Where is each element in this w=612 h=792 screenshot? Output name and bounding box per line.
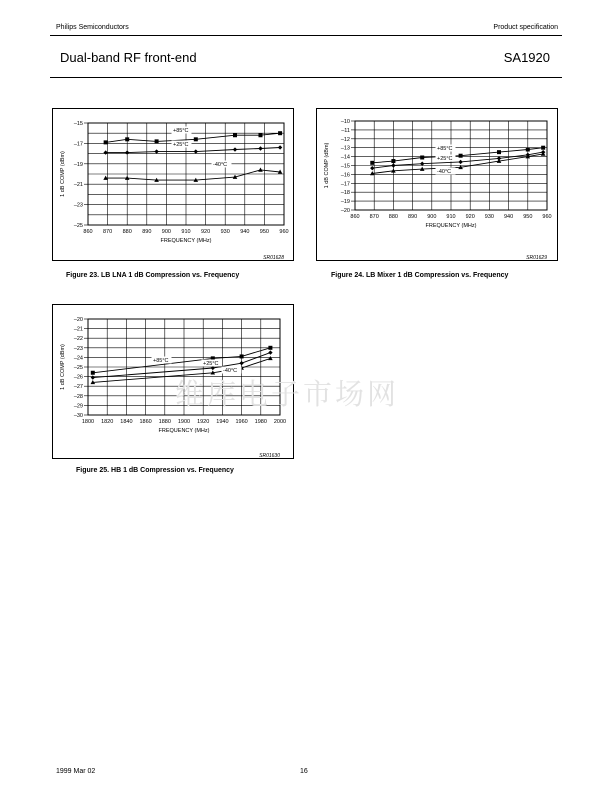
x-tick-label: 1880 <box>158 419 171 425</box>
data-point-square <box>233 133 237 137</box>
y-axis-label: 1 dB COMP (dBm) <box>60 151 66 197</box>
x-tick-label: 950 <box>259 229 269 235</box>
document-title: Dual-band RF front-end <box>60 50 197 65</box>
data-point-square <box>194 137 198 141</box>
y-tick-label: –23 <box>73 202 83 209</box>
footer-page-number: 16 <box>300 768 308 775</box>
y-tick-label: –28 <box>73 393 83 400</box>
data-point-diamond <box>125 150 129 154</box>
y-tick-label: –15 <box>340 163 350 170</box>
data-point-diamond <box>458 160 462 164</box>
chart-lb-mixer-plot <box>317 109 559 262</box>
y-tick-label: –17 <box>73 141 83 148</box>
data-point-square <box>541 146 545 150</box>
y-tick-label: –20 <box>73 317 83 323</box>
data-point-square <box>370 161 374 165</box>
data-point-square <box>268 346 272 350</box>
data-point-square <box>459 154 463 158</box>
data-point-square <box>278 131 282 135</box>
chart-lb-lna-plot <box>53 109 295 262</box>
y-tick-label: –27 <box>73 384 83 391</box>
x-tick-label: 920 <box>465 214 475 220</box>
x-tick-label: 860 <box>83 229 93 235</box>
y-axis-label: 1 dB COMP (dBm) <box>324 142 330 189</box>
series-line <box>106 148 281 153</box>
data-point-diamond <box>370 166 374 170</box>
x-axis-label: FREQUENCY (MHz) <box>160 238 212 244</box>
data-point-diamond <box>154 149 158 153</box>
series-label: +85°C <box>173 128 189 134</box>
header-rule-top <box>50 35 562 36</box>
x-tick-label: 900 <box>427 214 437 220</box>
x-tick-label: 880 <box>388 214 398 220</box>
y-axis-label: 1 dB COMP (dBm) <box>60 344 66 390</box>
x-tick-label: 1920 <box>197 419 210 425</box>
series-label: -40°C <box>223 368 238 374</box>
caption-figure-24: Figure 24. LB Mixer 1 dB Compression vs. Frequency <box>331 272 509 279</box>
data-point-diamond <box>91 375 95 379</box>
y-tick-label: –21 <box>73 326 83 333</box>
x-tick-label: 1800 <box>81 419 95 425</box>
data-point-square <box>155 139 159 143</box>
y-tick-label: –29 <box>73 403 83 410</box>
x-tick-label: 930 <box>220 229 230 235</box>
x-tick-label: 1840 <box>120 419 133 425</box>
data-point-square <box>497 150 501 154</box>
data-point-square <box>125 137 129 141</box>
x-tick-label: 950 <box>523 214 533 220</box>
y-tick-label: –21 <box>73 182 83 189</box>
y-tick-label: –15 <box>73 121 83 127</box>
data-point-diamond <box>278 145 282 149</box>
x-tick-label: 930 <box>484 214 494 220</box>
y-tick-label: –25 <box>73 365 83 371</box>
series-label: +85°C <box>153 358 169 364</box>
data-point-diamond <box>239 361 243 365</box>
series-line <box>93 348 271 373</box>
y-tick-label: –16 <box>340 172 350 179</box>
chart-lb-lna <box>52 108 294 261</box>
data-point-square <box>258 133 262 137</box>
y-tick-label: –17 <box>340 181 350 188</box>
data-point-square <box>526 147 530 151</box>
y-tick-label: –14 <box>340 154 350 161</box>
series-label: +85°C <box>437 146 453 152</box>
y-tick-label: –12 <box>340 136 350 143</box>
header-rule-bottom <box>50 77 562 78</box>
company-name: Philips Semiconductors <box>56 24 129 31</box>
x-tick-label: 2000 <box>273 419 287 425</box>
part-number: SA1920 <box>503 50 550 65</box>
data-point-square <box>391 159 395 163</box>
y-tick-label: –19 <box>340 199 350 206</box>
data-point-diamond <box>233 147 237 151</box>
chart-lb-mixer <box>316 108 558 261</box>
y-tick-label: –25 <box>73 223 83 229</box>
y-tick-label: –18 <box>340 190 350 197</box>
y-tick-label: –26 <box>73 374 83 381</box>
document-type: Product specification <box>493 24 558 31</box>
data-point-diamond <box>103 150 107 154</box>
data-point-diamond <box>258 146 262 150</box>
x-tick-label: 1980 <box>254 419 267 425</box>
x-tick-label: 870 <box>103 229 113 235</box>
series-label: +25°C <box>437 156 453 162</box>
x-axis-label: FREQUENCY (MHz) <box>425 223 477 229</box>
figure-id: SR01630 <box>259 453 280 459</box>
data-point-square <box>240 354 244 358</box>
x-tick-label: 860 <box>350 214 360 220</box>
series-line <box>106 170 281 180</box>
series-label: -40°C <box>437 169 452 175</box>
x-tick-label: 870 <box>369 214 379 220</box>
series-label: +25°C <box>203 361 219 367</box>
data-point-diamond <box>194 149 198 153</box>
y-tick-label: –24 <box>73 355 83 362</box>
y-tick-label: –22 <box>73 336 83 343</box>
x-tick-label: 900 <box>161 229 171 235</box>
x-tick-label: 890 <box>142 229 152 235</box>
series-line <box>372 148 543 163</box>
x-tick-label: 940 <box>504 214 514 220</box>
series-label: -40°C <box>213 162 228 168</box>
y-tick-label: –11 <box>341 127 350 134</box>
y-tick-label: –20 <box>340 208 350 214</box>
data-point-triangle <box>268 356 273 360</box>
x-tick-label: 910 <box>181 229 191 235</box>
x-tick-label: 890 <box>408 214 418 220</box>
x-tick-label: 960 <box>542 214 552 220</box>
y-tick-label: –19 <box>73 161 83 168</box>
x-tick-label: 1900 <box>177 419 191 425</box>
footer-date: 1999 Mar 02 <box>56 768 96 775</box>
y-tick-label: –30 <box>73 413 83 419</box>
data-point-square <box>104 140 108 144</box>
series-line <box>106 133 281 142</box>
x-tick-label: 1820 <box>101 419 114 425</box>
data-point-square <box>91 371 95 375</box>
data-point-diamond <box>268 350 272 354</box>
caption-figure-23: Figure 23. LB LNA 1 dB Compression vs. Frequency <box>66 272 240 279</box>
x-tick-label: 1940 <box>216 419 229 425</box>
series-label: +25°C <box>173 142 189 148</box>
y-tick-label: –13 <box>340 145 350 152</box>
x-tick-label: 920 <box>201 229 211 235</box>
x-tick-label: 1860 <box>139 419 152 425</box>
x-tick-label: 880 <box>122 229 132 235</box>
x-axis-label: FREQUENCY (MHz) <box>158 428 210 434</box>
caption-figure-25: Figure 25. HB 1 dB Compression vs. Frequency <box>76 467 234 474</box>
x-tick-label: 940 <box>240 229 250 235</box>
watermark: 维库电子市场网 <box>175 377 400 411</box>
x-tick-label: 910 <box>446 214 456 220</box>
y-tick-label: –23 <box>73 345 83 352</box>
y-tick-label: –10 <box>340 119 350 125</box>
x-tick-label: 960 <box>279 229 289 235</box>
x-tick-label: 1960 <box>235 419 248 425</box>
figure-id: SR01629 <box>526 255 547 261</box>
data-point-diamond <box>391 163 395 167</box>
figure-id: SR01628 <box>263 255 284 261</box>
data-point-square <box>420 155 424 159</box>
